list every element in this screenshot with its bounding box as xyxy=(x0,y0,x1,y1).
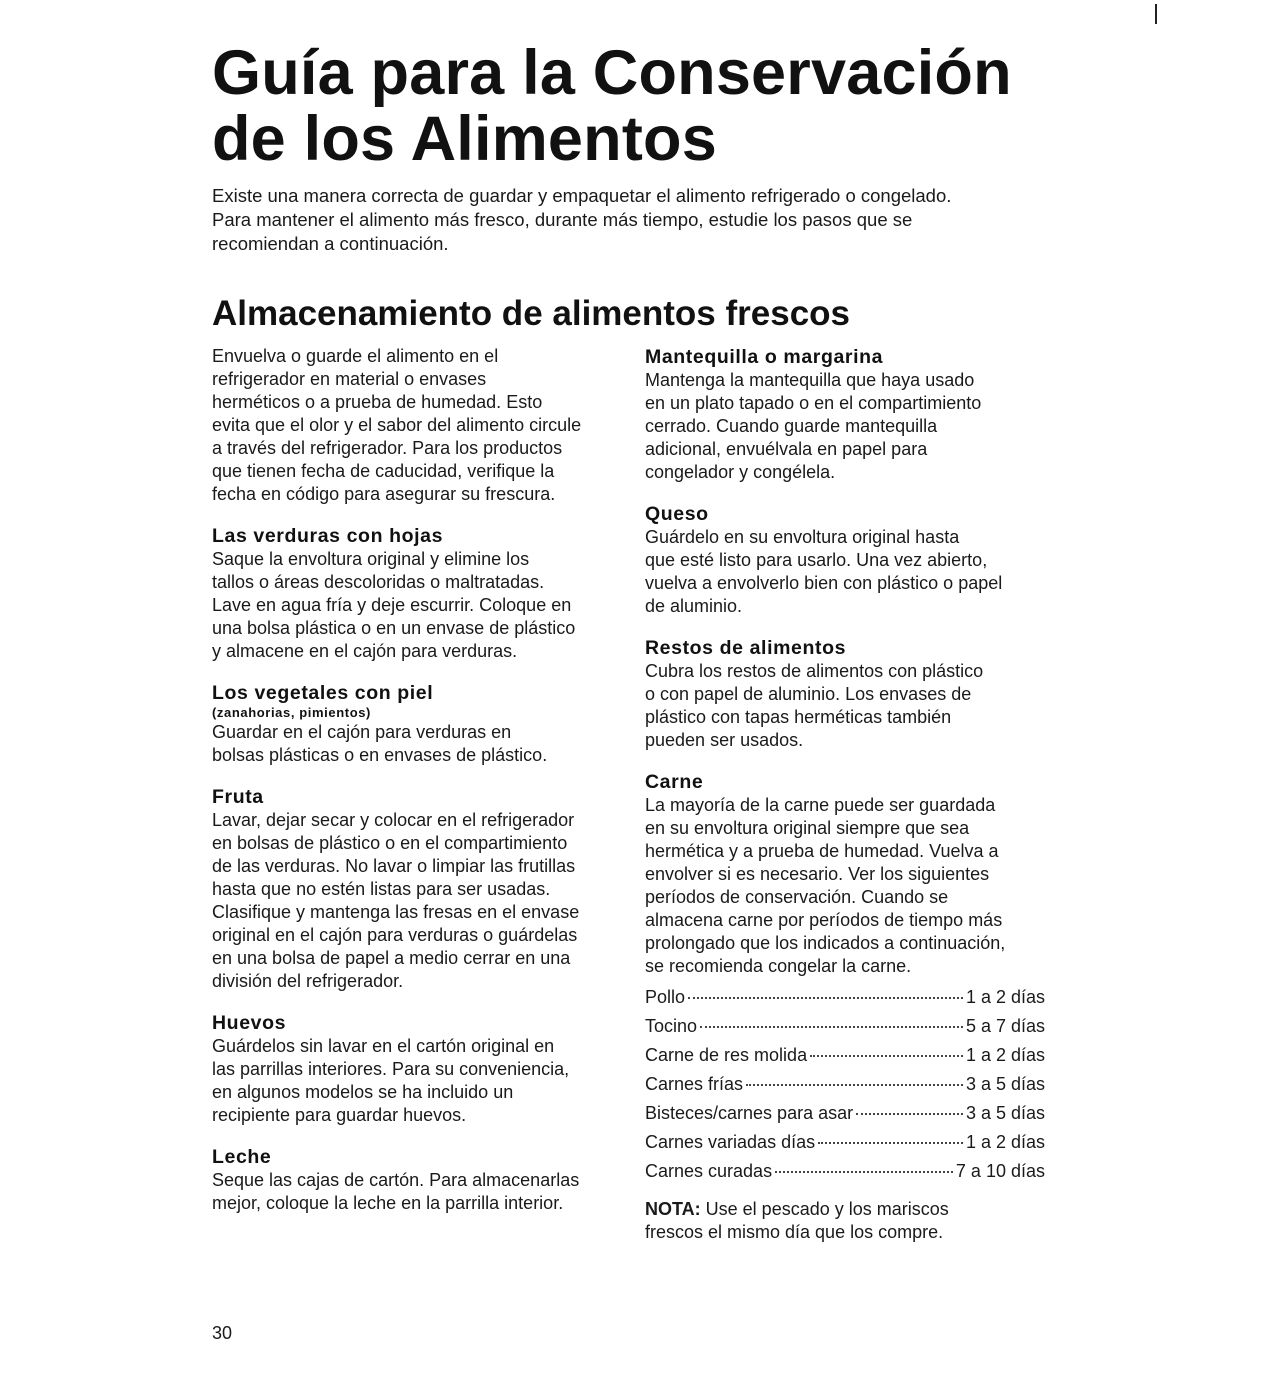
text-line: en algunos modelos se ha incluido un xyxy=(212,1082,514,1102)
heading-restos: Restos de alimentos xyxy=(645,637,847,659)
text-line: recipiente para guardar huevos. xyxy=(212,1105,467,1125)
meat-item: Carnes curadas xyxy=(645,1161,773,1181)
table-row xyxy=(645,1099,1045,1128)
text-line: Lave en agua fría y deje escurrir. Coloque en xyxy=(212,595,572,615)
text-line: Clasifique y mantenga las fresas en el envase xyxy=(212,902,580,922)
text-line: vuelva a envolverlo bien con plástico o papel xyxy=(645,573,1003,593)
text-line: las parrillas interiores. Para su conveniencia, xyxy=(212,1059,570,1079)
leche-paragraph xyxy=(212,1169,632,1215)
general-paragraph xyxy=(212,345,632,506)
text-line: períodos de conservación. Cuando se xyxy=(645,887,949,907)
text-line: prolongado que los indicados a continuación, xyxy=(645,933,1006,953)
dot-leader xyxy=(775,1171,953,1173)
text-line: Guárdelos sin lavar en el cartón original en xyxy=(212,1036,555,1056)
note-text: Use el pescado y los mariscos xyxy=(700,1199,949,1219)
text-line: Seque las cajas de cartón. Para almacenarlas xyxy=(212,1170,580,1190)
note-line: frescos el mismo día que los compre. xyxy=(645,1222,944,1242)
page-edge-mark xyxy=(1155,4,1157,24)
table-row xyxy=(645,1157,1045,1186)
text-line: en una bolsa de papel a medio cerrar en una xyxy=(212,948,571,968)
text-line: Lavar, dejar secar y colocar en el refrigerador xyxy=(212,810,575,830)
heading-leche: Leche xyxy=(212,1146,272,1168)
text-line: envolver si es necesario. Ver los siguientes xyxy=(645,864,990,884)
queso-paragraph xyxy=(645,526,1065,618)
text-line: refrigerador en material o envases xyxy=(212,369,487,389)
text-line: en un plato tapado o en el compartimiento xyxy=(645,393,982,413)
dot-leader xyxy=(746,1084,963,1086)
huevos-paragraph xyxy=(212,1035,632,1127)
text-line: pueden ser usados. xyxy=(645,730,804,750)
page-title-line-1: Guía para la Conservación xyxy=(212,38,1012,108)
text-line: Envuelva o guarde el alimento en el xyxy=(212,346,499,366)
intro-paragraph xyxy=(212,184,1092,256)
meat-item: Carnes variadas días xyxy=(645,1132,816,1152)
text-line: Guardar en el cajón para verduras en xyxy=(212,722,512,742)
text-line: en su envoltura original siempre que sea xyxy=(645,818,970,838)
page-number: 30 xyxy=(212,1323,233,1343)
text-line: a través del refrigerador. Para los productos xyxy=(212,438,563,458)
text-line: se recomienda congelar la carne. xyxy=(645,956,912,976)
text-line: Saque la envoltura original y elimine los xyxy=(212,549,530,569)
carne-paragraph xyxy=(645,794,1065,978)
table-row xyxy=(645,1128,1045,1157)
intro-line: recomiendan a continuación. xyxy=(212,233,449,254)
text-line: o con papel de aluminio. Los envases de xyxy=(645,684,972,704)
text-line: hermética y a prueba de humedad. Vuelva a xyxy=(645,841,999,861)
text-line: bolsas plásticas o en envases de plástico. xyxy=(212,745,548,765)
text-line: plástico con tapas herméticas también xyxy=(645,707,952,727)
meat-item: Carne de res molida xyxy=(645,1045,808,1065)
text-line: Cubra los restos de alimentos con plástico xyxy=(645,661,984,681)
storage-period: 3 a 5 días xyxy=(965,1103,1045,1123)
heading-mantequilla: Mantequilla o margarina xyxy=(645,346,884,368)
verduras-paragraph xyxy=(212,548,632,663)
page-title xyxy=(212,40,1172,172)
intro-line: Existe una manera correcta de guardar y empaquetar el alimento refrigerado o congelado. xyxy=(212,185,952,206)
note-label: NOTA: xyxy=(645,1199,701,1219)
text-line: en bolsas de plástico o en el compartimiento xyxy=(212,833,568,853)
dot-leader xyxy=(700,1026,963,1028)
mantequilla-paragraph xyxy=(645,369,1065,484)
note-paragraph xyxy=(645,1198,1065,1244)
storage-period: 7 a 10 días xyxy=(955,1161,1045,1181)
dot-leader xyxy=(818,1142,963,1144)
note-line xyxy=(645,1198,1065,1221)
text-line: original en el cajón para verduras o guárdelas xyxy=(212,925,578,945)
text-line: hasta que no estén listas para ser usadas. xyxy=(212,879,551,899)
dot-leader xyxy=(856,1113,963,1115)
text-line: Guárdelo en su envoltura original hasta xyxy=(645,527,960,547)
heading-verduras: Las verduras con hojas xyxy=(212,525,444,547)
heading-huevos: Huevos xyxy=(212,1012,287,1034)
meat-storage-table xyxy=(645,983,1045,1186)
text-line: fecha en código para asegurar su frescura. xyxy=(212,484,556,504)
dot-leader xyxy=(810,1055,963,1057)
fruta-paragraph xyxy=(212,809,632,993)
meat-item: Bisteces/carnes para asar xyxy=(645,1103,854,1123)
text-line: herméticos o a prueba de humedad. Esto xyxy=(212,392,543,412)
table-row xyxy=(645,983,1045,1012)
text-line: La mayoría de la carne puede ser guardada xyxy=(645,795,996,815)
text-line: almacena carne por períodos de tiempo más xyxy=(645,910,1003,930)
page-title-line-2: de los Alimentos xyxy=(212,104,717,174)
text-line: una bolsa plástica o en un envase de plástico xyxy=(212,618,576,638)
right-column xyxy=(645,345,1065,1244)
meat-item: Tocino xyxy=(645,1016,698,1036)
vegetales-note: (zanahorias, pimientos) xyxy=(212,705,371,720)
text-line: Mantenga la mantequilla que haya usado xyxy=(645,370,975,390)
storage-period: 3 a 5 días xyxy=(965,1074,1045,1094)
text-line: que tienen fecha de caducidad, verifique la xyxy=(212,461,555,481)
table-row xyxy=(645,1041,1045,1070)
text-line: que esté listo para usarlo. Una vez abierto, xyxy=(645,550,988,570)
table-row xyxy=(645,1070,1045,1099)
text-line: división del refrigerador. xyxy=(212,971,404,991)
text-line: de aluminio. xyxy=(645,596,743,616)
meat-item: Carnes frías xyxy=(645,1074,744,1094)
text-line: congelador y congélela. xyxy=(645,462,836,482)
storage-period: 1 a 2 días xyxy=(965,987,1045,1007)
text-line: evita que el olor y el sabor del alimento circule xyxy=(212,415,582,435)
heading-vegetales: Los vegetales con piel xyxy=(212,682,434,704)
text-line: mejor, coloque la leche en la parrilla interior. xyxy=(212,1193,564,1213)
intro-line: Para mantener el alimento más fresco, durante más tiempo, estudie los pasos que se xyxy=(212,209,913,230)
text-line: cerrado. Cuando guarde mantequilla xyxy=(645,416,938,436)
text-line: y almacene en el cajón para verduras. xyxy=(212,641,518,661)
text-line: tallos o áreas descoloridas o maltratadas. xyxy=(212,572,545,592)
vegetales-paragraph xyxy=(212,721,632,767)
section-title: Almacenamiento de alimentos frescos xyxy=(212,294,850,333)
storage-period: 5 a 7 días xyxy=(965,1016,1045,1036)
meat-item: Pollo xyxy=(645,987,686,1007)
storage-period: 1 a 2 días xyxy=(965,1132,1045,1152)
heading-carne: Carne xyxy=(645,771,704,793)
restos-paragraph xyxy=(645,660,1065,752)
left-column xyxy=(212,345,632,1215)
table-row xyxy=(645,1012,1045,1041)
text-line: adicional, envuélvala en papel para xyxy=(645,439,928,459)
storage-period: 1 a 2 días xyxy=(965,1045,1045,1065)
text-line: de las verduras. No lavar o limpiar las frutillas xyxy=(212,856,576,876)
heading-queso: Queso xyxy=(645,503,709,525)
heading-fruta: Fruta xyxy=(212,786,264,808)
dot-leader xyxy=(688,997,963,999)
